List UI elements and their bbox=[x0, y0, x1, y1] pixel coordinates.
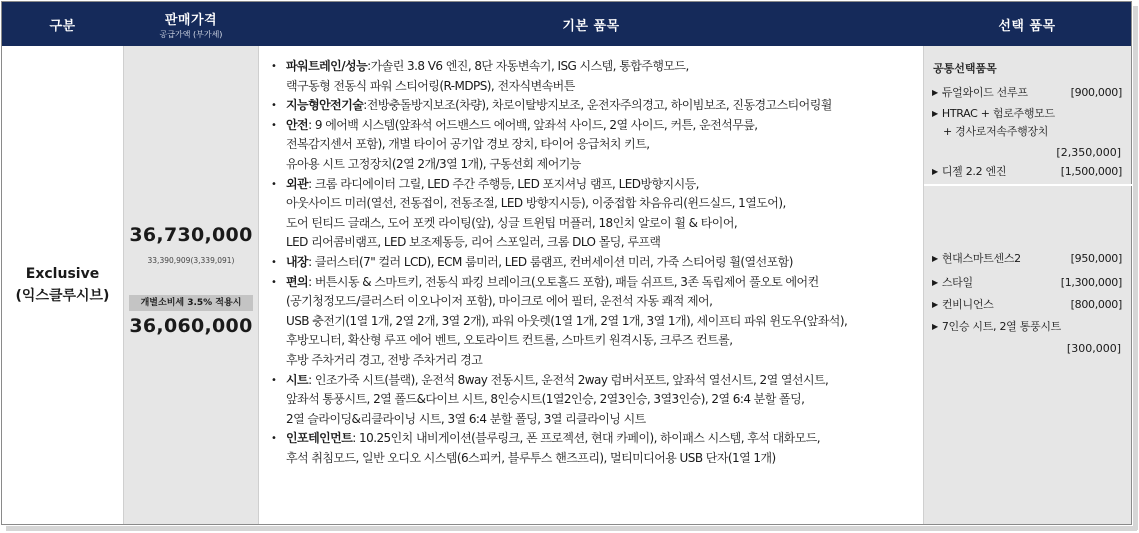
basic-item bbox=[269, 429, 923, 449]
basic-item-category: 인포테인먼트 bbox=[286, 431, 353, 446]
header-gubun: 구분 bbox=[49, 18, 76, 34]
basic-item-text: 유아용 시트 고정장치(2열 2개/3열 1개), 구동선회 제어기능 bbox=[286, 156, 581, 171]
basic-item-continued bbox=[269, 194, 923, 214]
basic-item bbox=[269, 371, 923, 391]
basic-item-continued bbox=[269, 292, 923, 312]
basic-item-text: : 클러스터(7" 컬러 LCD), ECM 룸미러, LED 룸램프, 컨버세이션 미러, 가죽 스티어링 휠(열선포함) bbox=[308, 254, 793, 269]
basic-item-text: :가솔린 3.8 V6 엔진, 8단 자동변속기, ISG 시스템, 통합주행모드, bbox=[367, 59, 689, 73]
price-cell bbox=[123, 46, 259, 524]
bullet-icon: • bbox=[271, 100, 277, 112]
bullet-icon: • bbox=[271, 178, 277, 190]
triangle-bullet-icon: ▶ bbox=[932, 322, 938, 331]
tax-badge: 개별소비세 3.5% 적용시 bbox=[129, 295, 253, 311]
table-header bbox=[2, 2, 1131, 46]
option-price: [2,350,000] bbox=[1056, 146, 1121, 159]
basic-item-text: 전복감지센서 포함), 개별 타이어 공기압 경보 장치, 타이어 응급처치 키트, bbox=[286, 137, 650, 152]
option-item: ▶ 스타일 [1,300,000] bbox=[932, 276, 1122, 289]
options-cell bbox=[923, 46, 1131, 524]
trim-cell bbox=[2, 46, 123, 524]
basic-item bbox=[269, 116, 923, 136]
triangle-bullet-icon: ▶ bbox=[932, 88, 938, 97]
basic-item-text: 후석 취침모드, 일반 오디오 시스템(6스피커, 블루투스 핸즈프리), 멀티미디어용 USB 단자(1열 1개) bbox=[286, 450, 776, 465]
frame-shadow-right bbox=[1133, 6, 1138, 530]
trim-name-ko: (익스클루시브) bbox=[15, 288, 110, 304]
basic-item-continued bbox=[269, 312, 923, 332]
basic-item-text: 도어 틴티드 글래스, 도어 포켓 라이팅(앞), 싱글 트윈팁 머플러, 18인치 알로이 휠 & 타이어, bbox=[286, 215, 738, 230]
basic-item-category: 외관 bbox=[286, 176, 309, 191]
header-options: 선택 품목 bbox=[998, 18, 1056, 34]
basic-item-text: 아웃사이드 미러(열선, 전동접이, 전동조절, LED 방향지시등), 이중접합 차음유리(윈드실드, 1열도어), bbox=[286, 196, 786, 211]
basic-items-list bbox=[269, 57, 923, 468]
option-item: ▶ 컨비니언스 [800,000] bbox=[932, 298, 1122, 311]
basic-item-text: (공기청정모드/클러스터 이오나이저 포함), 마이크로 에어 필터, 운전석 자동 쾌적 제어, bbox=[286, 294, 713, 309]
price-table bbox=[1, 1, 1132, 525]
option-item-continued: + 경사로저속주행장치 bbox=[943, 125, 1049, 138]
basic-item-continued bbox=[269, 410, 923, 430]
basic-items-cell bbox=[259, 46, 923, 524]
basic-item-continued bbox=[269, 331, 923, 351]
basic-item-text: LED 리어콤비램프, LED 보조제동등, 리어 스포일러, 크롬 DLO 몰딩, 루프랙 bbox=[286, 235, 661, 250]
triangle-bullet-icon: ▶ bbox=[932, 300, 938, 309]
basic-item-text: : 인조가죽 시트(블랙), 운전석 8way 전동시트, 운전석 2way 럼버서포트, 앞좌석 열선시트, 2열 열선시트, bbox=[308, 372, 829, 387]
basic-item-text: 랙구동형 전동식 파워 스티어링(R-MDPS), 전자식변속버튼 bbox=[286, 78, 575, 93]
basic-item-continued bbox=[269, 155, 923, 175]
basic-item-continued bbox=[269, 390, 923, 410]
basic-item-category: 시트 bbox=[286, 372, 309, 387]
triangle-bullet-icon: ▶ bbox=[932, 167, 938, 176]
option-item: ▶ HTRAC + 험로주행모드 bbox=[932, 107, 1055, 120]
tax-applied-price: 36,060,000 bbox=[129, 315, 253, 337]
bullet-icon: • bbox=[271, 119, 277, 131]
option-item: ▶ 듀얼와이드 선루프 [900,000] bbox=[932, 86, 1122, 99]
basic-item-continued bbox=[269, 449, 923, 469]
basic-item-text: 후방모니터, 확산형 루프 에어 벤트, 오토라이트 컨트롤, 스마트키 원격시동, 크루즈 컨트롤, bbox=[286, 333, 733, 348]
triangle-bullet-icon: ▶ bbox=[932, 254, 938, 263]
supply-price: 33,390,909(3,339,091) bbox=[147, 256, 235, 265]
basic-item-category: 내장 bbox=[286, 254, 309, 269]
basic-item-continued bbox=[269, 214, 923, 234]
sale-price: 36,730,000 bbox=[129, 224, 253, 246]
basic-item-category: 파워트레인/성능 bbox=[286, 59, 368, 73]
basic-item-text: : 버튼시동 & 스마트키, 전동식 파킹 브레이크(오토홀드 포함), 패들 쉬프트, 3존 독립제어 풀오토 에어컨 bbox=[308, 274, 819, 289]
option-price: [300,000] bbox=[1066, 342, 1121, 355]
basic-item-text: USB 충전기(1열 1개, 2열 2개, 3열 2개), 파워 아웃렛(1열 1개, 2열 1개, 3열 1개), 세이프티 파워 윈도우(앞좌석), bbox=[286, 313, 848, 328]
basic-item-text: :전방충돌방지보조(차량), 차로이탈방지보조, 운전자주의경고, 하이빔보조, 진동경고스티어링휠 bbox=[363, 98, 832, 113]
bullet-icon: • bbox=[271, 374, 277, 386]
header-price: 판매가격 공급가액 (부가세) bbox=[159, 12, 223, 39]
basic-item-text: 2열 슬라이딩&리클라이닝 시트, 3열 6:4 분할 폴딩, 3열 리클라이닝 시트 bbox=[286, 411, 646, 426]
basic-item bbox=[269, 175, 923, 195]
basic-item-text: 후방 주차거리 경고, 전방 주차거리 경고 bbox=[286, 352, 483, 367]
basic-item-continued bbox=[269, 77, 923, 97]
basic-item-text: : 10.25인치 내비게이션(블루링크, 폰 프로젝션, 현대 카페이), 하이패스 시스템, 후석 대화모드, bbox=[352, 431, 821, 446]
basic-item-text: 앞좌석 통풍시트, 2열 폴드&다이브 시트, 8인승시트(1열2인승, 2열3인승, 3열3인승), 2열 6:4 분할 폴딩, bbox=[286, 392, 805, 407]
basic-item-continued bbox=[269, 351, 923, 371]
option-item: ▶ 현대스마트센스2 [950,000] bbox=[932, 252, 1122, 265]
basic-item bbox=[269, 253, 923, 273]
basic-item-text: : 9 에어백 시스템(앞좌석 어드밴스드 에어백, 앞좌석 사이드, 2열 사이드, 커튼, 운전석무릎, bbox=[308, 117, 758, 132]
triangle-bullet-icon: ▶ bbox=[932, 109, 938, 118]
header-basic: 기본 품목 bbox=[562, 18, 620, 34]
options-divider bbox=[924, 184, 1132, 186]
bullet-icon: • bbox=[271, 61, 277, 72]
basic-item-continued bbox=[269, 135, 923, 155]
bullet-icon: • bbox=[271, 256, 277, 268]
basic-item bbox=[269, 96, 923, 116]
bullet-icon: • bbox=[271, 433, 277, 445]
option-item: ▶ 7인승 시트, 2열 통풍시트 bbox=[932, 320, 1061, 333]
basic-item-text: : 크롬 라디에이터 그릴, LED 주간 주행등, LED 포지셔닝 램프, LED방향지시등, bbox=[308, 176, 699, 191]
basic-item-category: 안전 bbox=[286, 117, 309, 132]
basic-item-category: 편의 bbox=[286, 274, 309, 289]
triangle-bullet-icon: ▶ bbox=[932, 278, 938, 287]
trim-name: Exclusive bbox=[25, 266, 100, 282]
option-item: ▶ 디젤 2.2 엔진 [1,500,000] bbox=[932, 165, 1122, 178]
basic-item bbox=[269, 57, 923, 77]
basic-item bbox=[269, 273, 923, 293]
frame-shadow-bottom bbox=[6, 526, 1137, 531]
basic-item-category: 지능형안전기술 bbox=[286, 98, 364, 113]
basic-item-continued bbox=[269, 233, 923, 253]
bullet-icon: • bbox=[271, 276, 277, 288]
common-options-header: 공통선택품목 bbox=[933, 62, 997, 75]
